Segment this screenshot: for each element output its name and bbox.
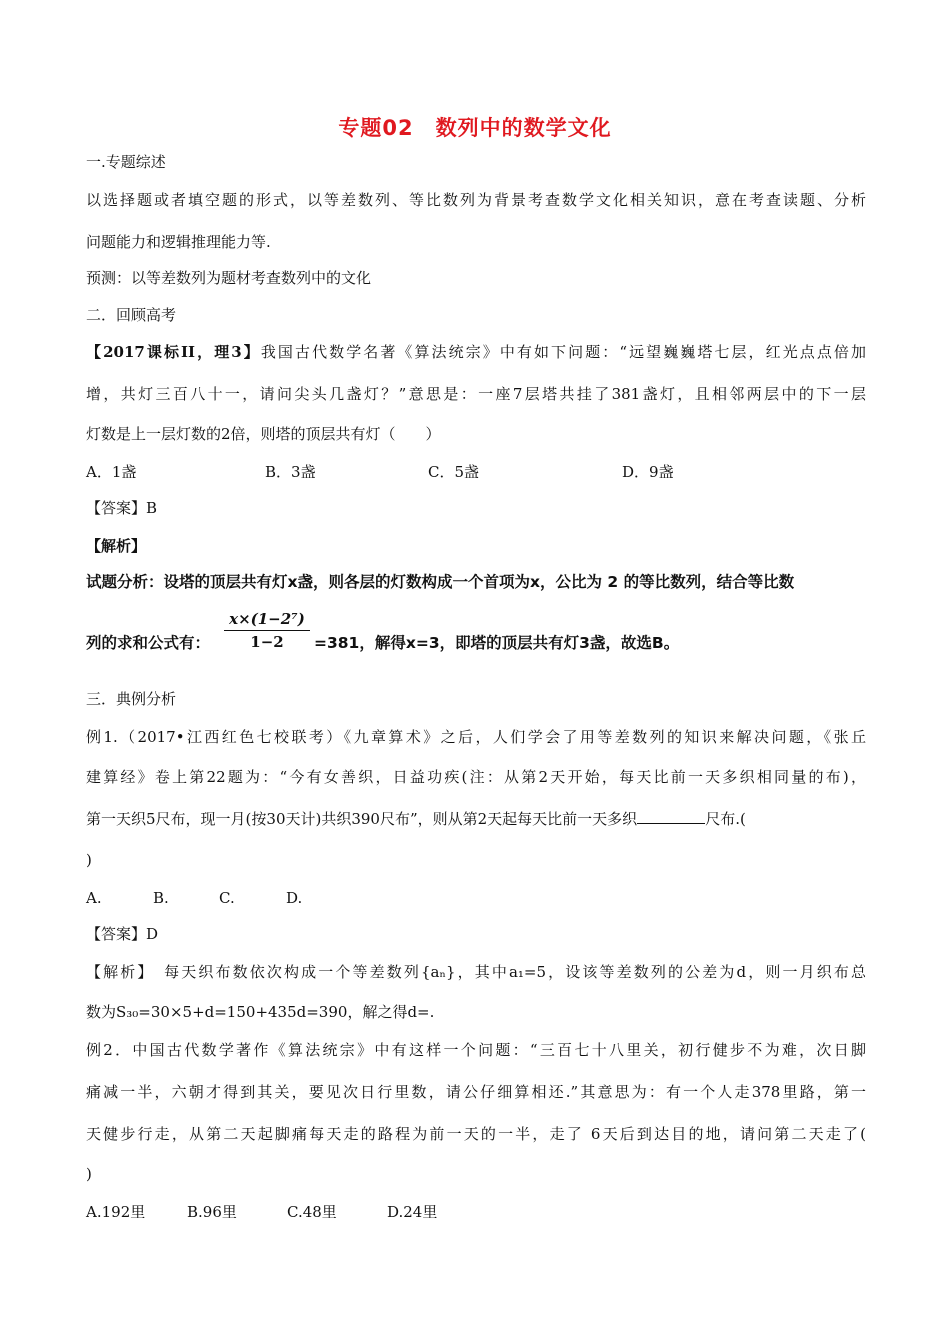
question-line3: 灯数是上一层灯数的2倍，则塔的顶层共有灯（ ） xyxy=(86,425,441,443)
question-line2: 增，共灯三百八十一，请问尖头几盏灯？”意思是：一座7层塔共挂了381盏灯，且相邻两层中的下一层 xyxy=(86,385,866,403)
question-line1 xyxy=(86,342,866,362)
example1-line4: ) xyxy=(86,851,92,869)
example1-analysis-line1: 【解析】 每天织布数依次构成一个等差数列{aₙ}，其中a₁=5，设该等差数列的公差为d，则一月织布总 xyxy=(86,963,866,981)
example2-option-b: B.96里 xyxy=(187,1203,237,1221)
example1-analysis-line2: 数为S₃₀=30×5+d=150+435d=390，解之得d=. xyxy=(86,1003,435,1021)
question-source: 【2017课标II，理3】 xyxy=(86,343,261,361)
example2-option-c: C.48里 xyxy=(287,1203,337,1221)
fraction-numerator: x×(1−2⁷) xyxy=(229,610,305,628)
analysis-label: 【解析】 xyxy=(86,537,147,555)
overview-paragraph-line2: 问题能力和逻辑推理能力等. xyxy=(86,233,271,251)
example1-line3-end: 尺布.( xyxy=(705,810,746,828)
option-d: D．9盏 xyxy=(622,463,674,481)
example1-option-a: A. xyxy=(86,889,102,907)
page-title: 专题02 数列中的数学文化 xyxy=(338,116,612,140)
example2-line1: 例2．中国古代数学著作《算法统宗》中有这样一个问题：“三百七十八里关，初行健步不为难，次日脚 xyxy=(86,1041,866,1059)
option-a: A．1盏 xyxy=(86,463,137,481)
section-heading-overview: 一.专题综述 xyxy=(86,153,166,171)
option-b: B．3盏 xyxy=(265,463,316,481)
sum-formula-fraction xyxy=(222,610,312,651)
example1-line3 xyxy=(86,809,866,829)
example1-line2: 建算经》卷上第22题为：“今有女善织，日益功疾(注：从第2天开始，每天比前一天多织相同量的布)， xyxy=(86,768,866,786)
analysis-line2-prefix: 列的求和公式有： xyxy=(86,634,211,652)
analysis-line2-suffix: =381，解得x=3，即塔的顶层共有灯3盏，故选B。 xyxy=(314,634,680,652)
fill-in-blank xyxy=(637,809,705,824)
section-heading-review: 二．回顾高考 xyxy=(86,306,177,324)
section-heading-examples: 三．典例分析 xyxy=(86,690,177,708)
example2-line2: 痛减一半，六朝才得到其关，要见次日行里数，请公仔细算相还.”其意思为：有一个人走378里路，第一 xyxy=(86,1083,866,1101)
example1-option-c: C. xyxy=(219,889,235,907)
example2-option-d: D.24里 xyxy=(387,1203,438,1221)
example2-option-a: A.192里 xyxy=(86,1203,146,1221)
analysis-line1: 试题分析：设塔的顶层共有灯x盏，则各层的灯数构成一个首项为x，公比为 2 的等比数列，结合等比数 xyxy=(86,573,795,591)
example1-option-d: D. xyxy=(286,889,303,907)
example1-line1: 例1.（2017•江西红色七校联考）《九章算术》之后，人们学会了用等差数列的知识来解决问题，《张丘 xyxy=(86,728,866,746)
example2-line3: 天健步行走，从第二天起脚痛每天走的路程为前一天的一半，走了 6天后到达目的地，请问第二天走了( xyxy=(86,1125,866,1143)
overview-paragraph-line1: 以选择题或者填空题的形式，以等差数列、等比数列为背景考查数学文化相关知识，意在考查读题、分析 xyxy=(86,191,866,209)
example1-answer: 【答案】D xyxy=(86,925,159,943)
example1-option-b: B. xyxy=(153,889,169,907)
example2-line4: ) xyxy=(86,1165,92,1183)
example1-line3-text: 第一天织5尺布，现一月(按30天计)共织390尺布”，则从第2天起每天比前一天多织 xyxy=(86,810,638,828)
forecast-text: 预测：以等差数列为题材考查数列中的文化 xyxy=(86,269,372,287)
fraction-denominator: 1−2 xyxy=(250,633,284,651)
option-c: C．5盏 xyxy=(428,463,480,481)
answer-label: 【答案】B xyxy=(86,499,158,517)
question-text-line1: 我国古代数学名著《算法统宗》中有如下问题：“远望巍巍塔七层，红光点点倍加 xyxy=(260,343,866,361)
